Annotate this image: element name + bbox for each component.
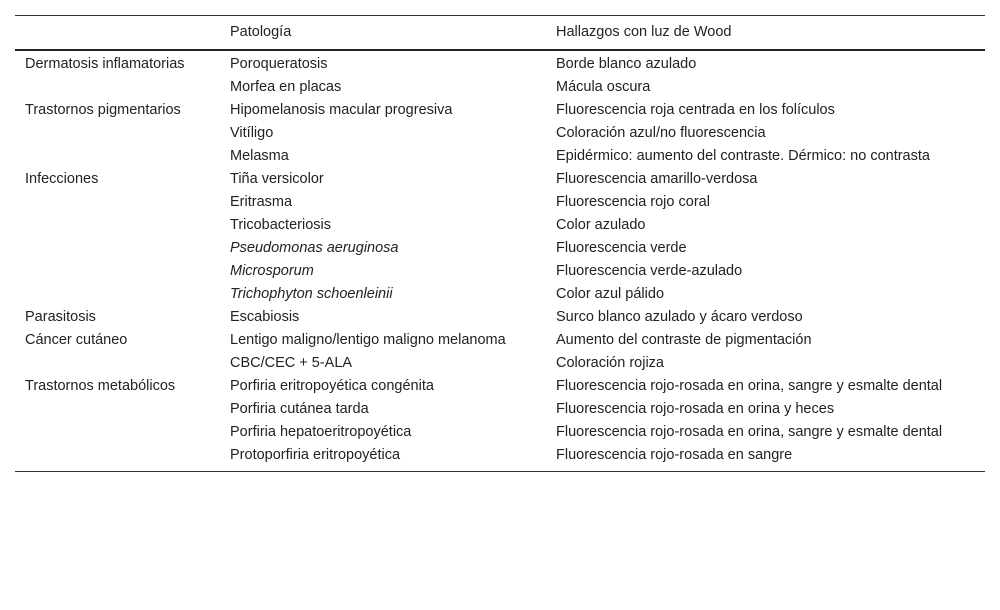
table-row [15,168,985,191]
table-row [15,329,985,352]
wood-lamp-findings-table [15,15,985,472]
row-finding-cell: Epidérmico: aumento del contraste. Dérmico: no contrasta [556,148,930,164]
row-finding-cell: Fluorescencia rojo coral [556,194,710,210]
row-group-cell [15,421,220,444]
row-finding-cell: Fluorescencia rojo-rosada en orina y heces [556,401,835,417]
row-pathology-cell: CBC/CEC + 5-ALA [230,355,353,371]
row-group-cell: Dermatosis inflamatorias [25,56,185,72]
row-pathology-cell: Porfiria eritropoyética congénita [230,378,434,394]
table-row [15,306,985,329]
row-finding-cell: Fluorescencia rojo-rosada en orina, sangre y esmalte dental [556,424,943,440]
row-group-cell [15,283,220,306]
row-finding-cell: Color azulado [556,217,646,233]
row-pathology-cell: Tricobacteriosis [230,217,331,233]
row-group-cell [15,214,220,237]
row-group-cell: Parasitosis [25,309,96,325]
row-pathology-cell: Vitíligo [230,125,274,141]
table-row [15,260,985,283]
row-finding-cell: Mácula oscura [556,79,651,95]
table-row [15,398,985,421]
header-row [15,16,985,51]
row-pathology-cell: Eritrasma [230,194,293,210]
table-row [15,76,985,99]
row-group-cell: Cáncer cutáneo [25,332,128,348]
table-row [15,283,985,306]
row-finding-cell: Aumento del contraste de pigmentación [556,332,812,348]
row-group-cell [15,260,220,283]
wood-lamp-table-container [15,15,985,472]
row-group-cell: Infecciones [25,171,99,187]
row-group-cell [15,145,220,168]
row-pathology-cell: Porfiria hepatoeritropoyética [230,424,412,440]
row-finding-cell: Coloración rojiza [556,355,664,371]
table-row [15,237,985,260]
table-body [15,50,985,472]
row-group-cell [15,76,220,99]
row-pathology-cell: Tiña versicolor [230,171,324,187]
table-header [15,16,985,51]
row-pathology-cell: Pseudomonas aeruginosa [230,240,399,256]
table-row [15,444,985,472]
table-row [15,375,985,398]
row-finding-cell: Fluorescencia verde-azulado [556,263,743,279]
table-row [15,99,985,122]
row-pathology-cell: Melasma [230,148,289,164]
row-finding-cell: Coloración azul/no fluorescencia [556,125,766,141]
header-group [15,16,220,51]
row-group-cell [15,122,220,145]
row-pathology-cell: Poroqueratosis [230,56,328,72]
row-pathology-cell: Lentigo maligno/lentigo maligno melanoma [230,332,506,348]
row-pathology-cell: Protoporfiria eritropoyética [230,447,401,463]
row-finding-cell: Borde blanco azulado [556,56,697,72]
row-pathology-cell: Morfea en placas [230,79,342,95]
row-group-cell [15,444,220,472]
table-row [15,145,985,168]
row-group-cell [15,398,220,421]
row-finding-cell: Color azul pálido [556,286,665,302]
row-group-cell: Trastornos metabólicos [25,378,176,394]
header-pathology: Patología [230,24,292,40]
row-finding-cell: Fluorescencia rojo-rosada en sangre [556,447,793,463]
row-group-cell [15,352,220,375]
table-row [15,421,985,444]
row-pathology-cell: Microsporum [230,263,314,279]
row-pathology-cell: Escabiosis [230,309,300,325]
row-pathology-cell: Porfiria cutánea tarda [230,401,369,417]
table-row [15,50,985,76]
row-group-cell [15,191,220,214]
row-finding-cell: Fluorescencia roja centrada en los folículos [556,102,835,118]
row-finding-cell: Fluorescencia verde [556,240,687,256]
table-row [15,122,985,145]
header-wood-findings: Hallazgos con luz de Wood [556,24,732,40]
row-finding-cell: Fluorescencia rojo-rosada en orina, sangre y esmalte dental [556,378,943,394]
table-row [15,352,985,375]
row-pathology-cell: Hipomelanosis macular progresiva [230,102,453,118]
row-pathology-cell: Trichophyton schoenleinii [230,286,393,302]
table-row [15,191,985,214]
row-group-cell [15,237,220,260]
table-row [15,214,985,237]
row-group-cell: Trastornos pigmentarios [25,102,181,118]
row-finding-cell: Surco blanco azulado y ácaro verdoso [556,309,803,325]
row-finding-cell: Fluorescencia amarillo-verdosa [556,171,758,187]
